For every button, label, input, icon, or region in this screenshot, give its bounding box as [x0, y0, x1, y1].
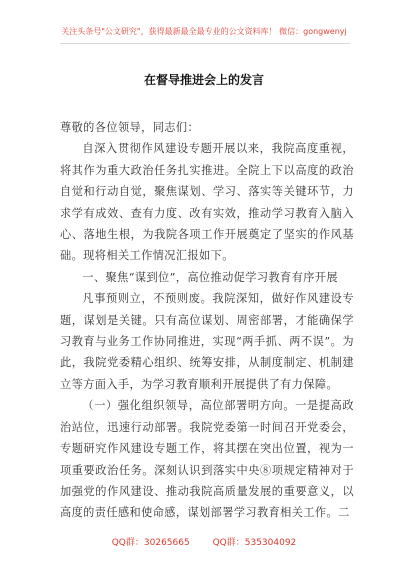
header-banner: 关注头条号"公文研究"，获得最新最全最专业的公文资料库！ 微信：gongwenyj — [61, 27, 347, 36]
header-divider — [60, 43, 350, 44]
section-heading-1: 一、聚焦“谋到位”，高位推动促学习教育有序开展 — [82, 270, 338, 284]
paragraph-intro: 自深入贯彻作风建设专题开展以来，我院高度重视，将其作为重大政治任务扎实推进。全院上下以高度的政治自觉和行动自觉，聚焦谋划、学习、落实等关键环节，力求学有成效、查有力度、改有实效，推动学习教育入脑入心、落地生根，为我院各项工作开展奠定了坚实的作风基础。现将相关工作情况汇报如下。 — [60, 142, 354, 263]
document-body — [60, 117, 354, 524]
footer-qq-group-2: QQ群：535304092 — [212, 538, 297, 548]
paragraph-subsection-1: （一）强化组织领导，高位部署明方向。一是提高政治站位，迅速行动部署。我院党委第一时间召开党委会，专题研究作风建设专题工作，将其摆在突出位置，视为一项重要政治任务。深刻认识到落实中央⑧项规定精神对于加强党的作风建设、推动我院高质量发展的重要意义，以高度的责任感和使命感，谋划部署学习教育相关工作。二 — [60, 399, 354, 520]
document-title: 在督导推进会上的发言 — [143, 73, 264, 87]
footer-contacts — [0, 535, 408, 548]
paragraph-section-1: 凡事预则立，不预则废。我院深知，做好作风建设专题，谋划是关键。只有高位谋划、周密部署，才能确保学习教育与业务工作协同推进，实现“两手抓、两不误”。为此，我院党委精心组织、统筹安排，从制度制定、机制建立等方面入手，为学习教育顺利开展提供了有力保障。 — [60, 292, 354, 391]
salutation: 尊敬的各位领导，同志们： — [60, 121, 200, 134]
footer-qq-group-1: QQ群：30265665 — [111, 538, 190, 548]
